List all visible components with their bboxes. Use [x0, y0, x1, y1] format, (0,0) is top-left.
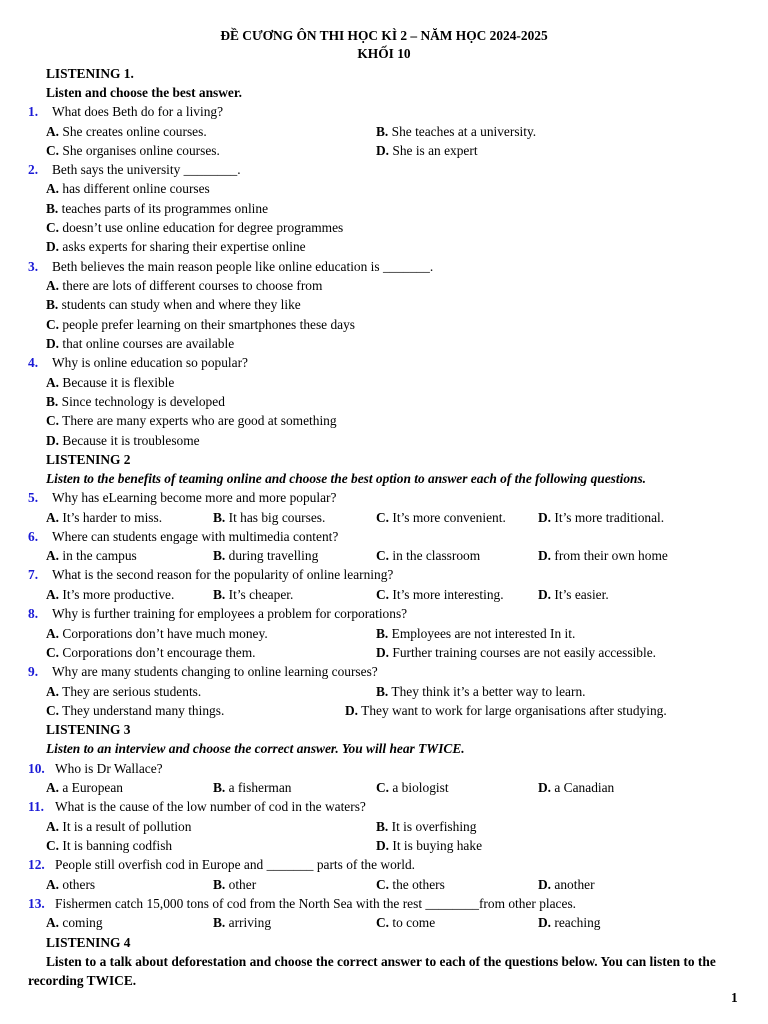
option-b[interactable]: B. It is overfishing	[376, 819, 477, 834]
question-text: What is the cause of the low number of cod in the waters?	[55, 799, 366, 814]
question-number: 5.	[28, 490, 39, 505]
option-c[interactable]: C. She organises online courses.	[46, 143, 220, 158]
question-8	[28, 607, 407, 620]
grade-label: KHỐI 10	[357, 46, 411, 61]
option-b[interactable]: B. Employees are not interested In it.	[376, 626, 576, 641]
question-text: Who is Dr Wallace?	[55, 761, 163, 776]
option-d[interactable]: D. from their own home	[538, 548, 668, 563]
question-number: 6.	[28, 529, 39, 544]
question-7	[28, 568, 393, 581]
option-d[interactable]: D. asks experts for sharing their expertise online	[46, 239, 306, 254]
question-text: Beth believes the main reason people like online education is _______.	[52, 259, 434, 274]
question-number: 11.	[28, 799, 44, 814]
question-number: 10.	[28, 761, 45, 776]
question-number: 2.	[28, 162, 39, 177]
option-a[interactable]: A. She creates online courses.	[46, 124, 207, 139]
question-number: 4.	[28, 355, 39, 370]
option-c[interactable]: C. people prefer learning on their smartphones these days	[46, 317, 356, 332]
option-a[interactable]: A. Corporations don’t have much money.	[46, 626, 268, 641]
option-b[interactable]: B. Since technology is developed	[46, 394, 225, 409]
section-heading-listening-1: LISTENING 1.	[46, 66, 134, 81]
option-b[interactable]: B. a fisherman	[213, 780, 292, 795]
option-a[interactable]: A. Because it is flexible	[46, 375, 175, 390]
question-number: 9.	[28, 664, 39, 679]
option-c[interactable]: C. Corporations don’t encourage them.	[46, 645, 256, 660]
question-3	[28, 260, 433, 273]
question-text: Why are many students changing to online learning courses?	[52, 664, 378, 679]
section-instruction-listening-3: Listen to an interview and choose the correct answer. You will hear TWICE.	[46, 741, 465, 756]
section-instruction-listening-2: Listen to the benefits of teaming online and choose the best option to answer each of the following questions.	[46, 471, 647, 486]
option-b[interactable]: B. They think it’s a better way to learn.	[376, 684, 586, 699]
question-text: Why has eLearning become more and more popular?	[52, 490, 337, 505]
section-instruction-listening-1: Listen and choose the best answer.	[46, 85, 242, 100]
page-number: 1	[731, 990, 738, 1005]
option-c[interactable]: C. a biologist	[376, 780, 449, 795]
option-b[interactable]: B. arriving	[213, 915, 272, 930]
option-b[interactable]: B. It has big courses.	[213, 510, 326, 525]
option-d[interactable]: D. Further training courses are not easily accessible.	[376, 645, 657, 660]
section-heading-listening-2: LISTENING 2	[46, 452, 131, 467]
option-b[interactable]: B. It’s cheaper.	[213, 587, 294, 602]
option-a[interactable]: A. coming	[46, 915, 103, 930]
section-heading-listening-4: LISTENING 4	[46, 935, 131, 950]
option-b[interactable]: B. other	[213, 877, 257, 892]
question-1	[28, 105, 223, 118]
question-10	[28, 762, 163, 775]
option-c[interactable]: C. in the classroom	[376, 548, 481, 563]
option-c[interactable]: C. It’s more convenient.	[376, 510, 506, 525]
option-b[interactable]: B. She teaches at a university.	[376, 124, 537, 139]
section-instruction-listening-4: Listen to a talk about deforestation and choose the correct answer to each of the questions below. You can listen to the recording TWICE.	[28, 954, 716, 988]
question-text: What does Beth do for a living?	[52, 104, 224, 119]
option-b[interactable]: B. during travelling	[213, 548, 319, 563]
option-b[interactable]: B. students can study when and where they like	[46, 297, 301, 312]
option-d[interactable]: D. It’s more traditional.	[538, 510, 665, 525]
option-a[interactable]: A. a European	[46, 780, 123, 795]
question-12	[28, 858, 415, 871]
option-c[interactable]: C. They understand many things.	[46, 703, 225, 718]
section-heading-listening-3: LISTENING 3	[46, 722, 131, 737]
option-d[interactable]: D. another	[538, 877, 595, 892]
question-number: 7.	[28, 567, 39, 582]
option-c[interactable]: C. It is banning codfish	[46, 838, 173, 853]
question-text: Beth says the university ________.	[52, 162, 241, 177]
option-d[interactable]: D. She is an expert	[376, 143, 478, 158]
option-a[interactable]: A. others	[46, 877, 96, 892]
question-5	[28, 491, 336, 504]
option-a[interactable]: A. They are serious students.	[46, 684, 202, 699]
question-11	[28, 800, 366, 813]
option-c[interactable]: C. the others	[376, 877, 445, 892]
question-number: 1.	[28, 104, 39, 119]
option-c[interactable]: C. It’s more interesting.	[376, 587, 504, 602]
question-13	[28, 897, 576, 910]
question-text: Fishermen catch 15,000 tons of cod from the North Sea with the rest ________from other places.	[55, 896, 576, 911]
option-c[interactable]: C. to come	[376, 915, 436, 930]
document-title: ĐỀ CƯƠNG ÔN THI HỌC KÌ 2 – NĂM HỌC 2024-2025	[220, 28, 548, 43]
option-d[interactable]: D. It’s easier.	[538, 587, 609, 602]
option-d[interactable]: D. They want to work for large organisations after studying.	[345, 703, 667, 718]
option-a[interactable]: A. there are lots of different courses to choose from	[46, 278, 323, 293]
question-number: 3.	[28, 259, 39, 274]
option-d[interactable]: D. reaching	[538, 915, 601, 930]
question-number: 12.	[28, 857, 45, 872]
question-text: What is the second reason for the popularity of online learning?	[52, 567, 394, 582]
question-text: People still overfish cod in Europe and _______ parts of the world.	[55, 857, 415, 872]
option-a[interactable]: A. It is a result of pollution	[46, 819, 192, 834]
option-d[interactable]: D. a Canadian	[538, 780, 615, 795]
option-a[interactable]: A. has different online courses	[46, 181, 210, 196]
option-d[interactable]: D. that online courses are available	[46, 336, 235, 351]
question-text: Why is further training for employees a problem for corporations?	[52, 606, 408, 621]
question-text: Where can students engage with multimedia content?	[52, 529, 339, 544]
question-6	[28, 530, 338, 543]
question-2	[28, 163, 241, 176]
question-9	[28, 665, 378, 678]
option-a[interactable]: A. in the campus	[46, 548, 137, 563]
question-number: 8.	[28, 606, 39, 621]
option-d[interactable]: D. It is buying hake	[376, 838, 483, 853]
option-c[interactable]: C. There are many experts who are good at something	[46, 413, 337, 428]
option-b[interactable]: B. teaches parts of its programmes online	[46, 201, 269, 216]
option-a[interactable]: A. It’s harder to miss.	[46, 510, 163, 525]
option-d[interactable]: D. Because it is troublesome	[46, 433, 200, 448]
question-number: 13.	[28, 896, 45, 911]
question-4	[28, 356, 248, 369]
option-a[interactable]: A. It’s more productive.	[46, 587, 175, 602]
option-c[interactable]: C. doesn’t use online education for degree programmes	[46, 220, 344, 235]
question-text: Why is online education so popular?	[52, 355, 248, 370]
